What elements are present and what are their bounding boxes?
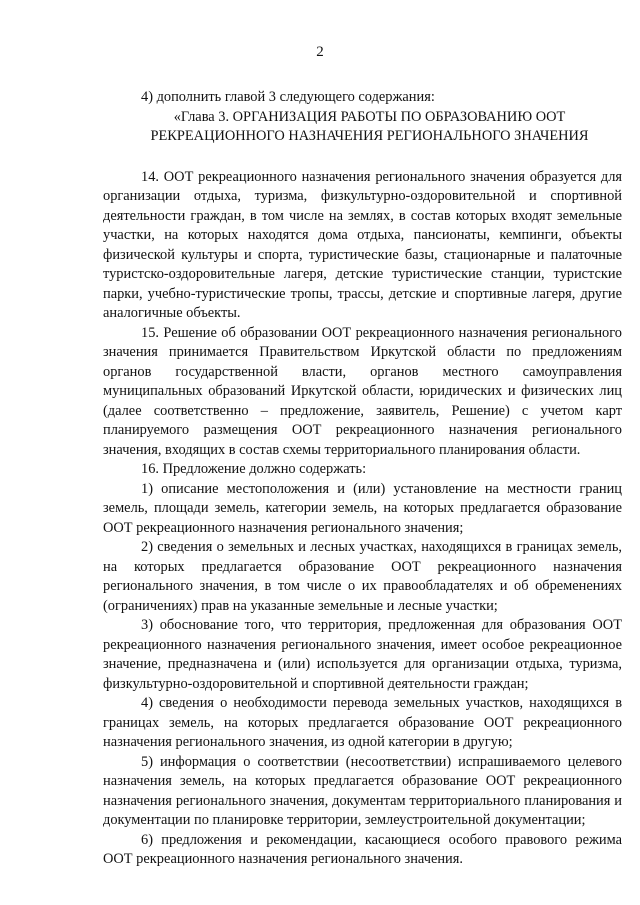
chapter-title-line-2: РЕКРЕАЦИОННОГО НАЗНАЧЕНИЯ РЕГИОНАЛЬНОГО ЗНАЧЕНИЯ <box>150 128 589 144</box>
page-number: 2 <box>316 44 324 60</box>
list-item-3: 3) обоснование того, что территория, предложенная для образования ООТ рекреационного назначения регионального значения, имеет особое рекреационное значение, предназначена и (или) используется для организации отдыха, туризма, физкультурно-оздоровительной и спортивной деятельности граждан; <box>103 617 622 692</box>
list-item-2: 2) сведения о земельных и лесных участках, находящихся в границах земель, на которых предлагается образование ООТ рекреационного назначения регионального значения, в том числе о их правообладателях и об обременениях (ограничениях) прав на указанные земельные и лесные участки; <box>103 539 622 614</box>
document-body <box>103 88 622 870</box>
list-item-6: 6) предложения и рекомендации, касающиеся особого правового режима ООТ рекреационного назначения регионального значения. <box>103 831 622 867</box>
list-item-5: 5) информация о соответствии (несоответствии) испрашиваемого целевого назначения земель, на которых предлагается образование ООТ рекреационного назначения регионального значения, документам территориального планирования и документации по планировке территории, землеустроительной документации; <box>103 753 622 828</box>
paragraph-15: 15. Решение об образовании ООТ рекреационного назначения регионального значения принимается Правительством Иркутской области по предложениям органов государственной власти, органов местного самоуправления муниципальных образований Иркутской области, юридических и физических лиц (далее соответственно – предложение, заявитель, Решение) с учетом карт планируемого размещения ООТ рекреационного назначения регионального значения, входящих в состав схемы территориального планирования области. <box>103 324 622 458</box>
paragraph-16: 16. Предложение должно содержать: <box>141 461 367 477</box>
list-item-1: 1) описание местоположения и (или) установление на местности границ земель, площади земель, категории земель, на которых предлагается образование ООТ рекреационного назначения регионального значения; <box>103 480 622 536</box>
list-item-4: 4) сведения о необходимости перевода земельных участков, находящихся в границах земель, на которых предлагается образование ООТ рекреационного назначения регионального значения, из одной категории в другую; <box>103 695 622 750</box>
chapter-title <box>103 108 622 147</box>
amendment-intro: 4) дополнить главой 3 следующего содержания: <box>141 89 435 105</box>
paragraph-14: 14. ООТ рекреационного назначения регионального значения образуется для организации отдыха, туризма, физкультурно-оздоровительной и спортивной деятельности граждан, в том числе на землях, в состав которых входят земельные участки, на которых находятся дома отдыха, пансионаты, кемпинги, объекты физической культуры и спорта, туристические базы, стационарные и палаточные туристско-оздоровительные лагеря, детские туристические станции, туристские парки, учебно-туристические тропы, трассы, детские и спортивные лагеря, другие аналогичные объекты. <box>103 168 622 321</box>
chapter-title-line-1: «Глава 3. ОРГАНИЗАЦИЯ РАБОТЫ ПО ОБРАЗОВАНИЮ ООТ <box>173 108 566 125</box>
